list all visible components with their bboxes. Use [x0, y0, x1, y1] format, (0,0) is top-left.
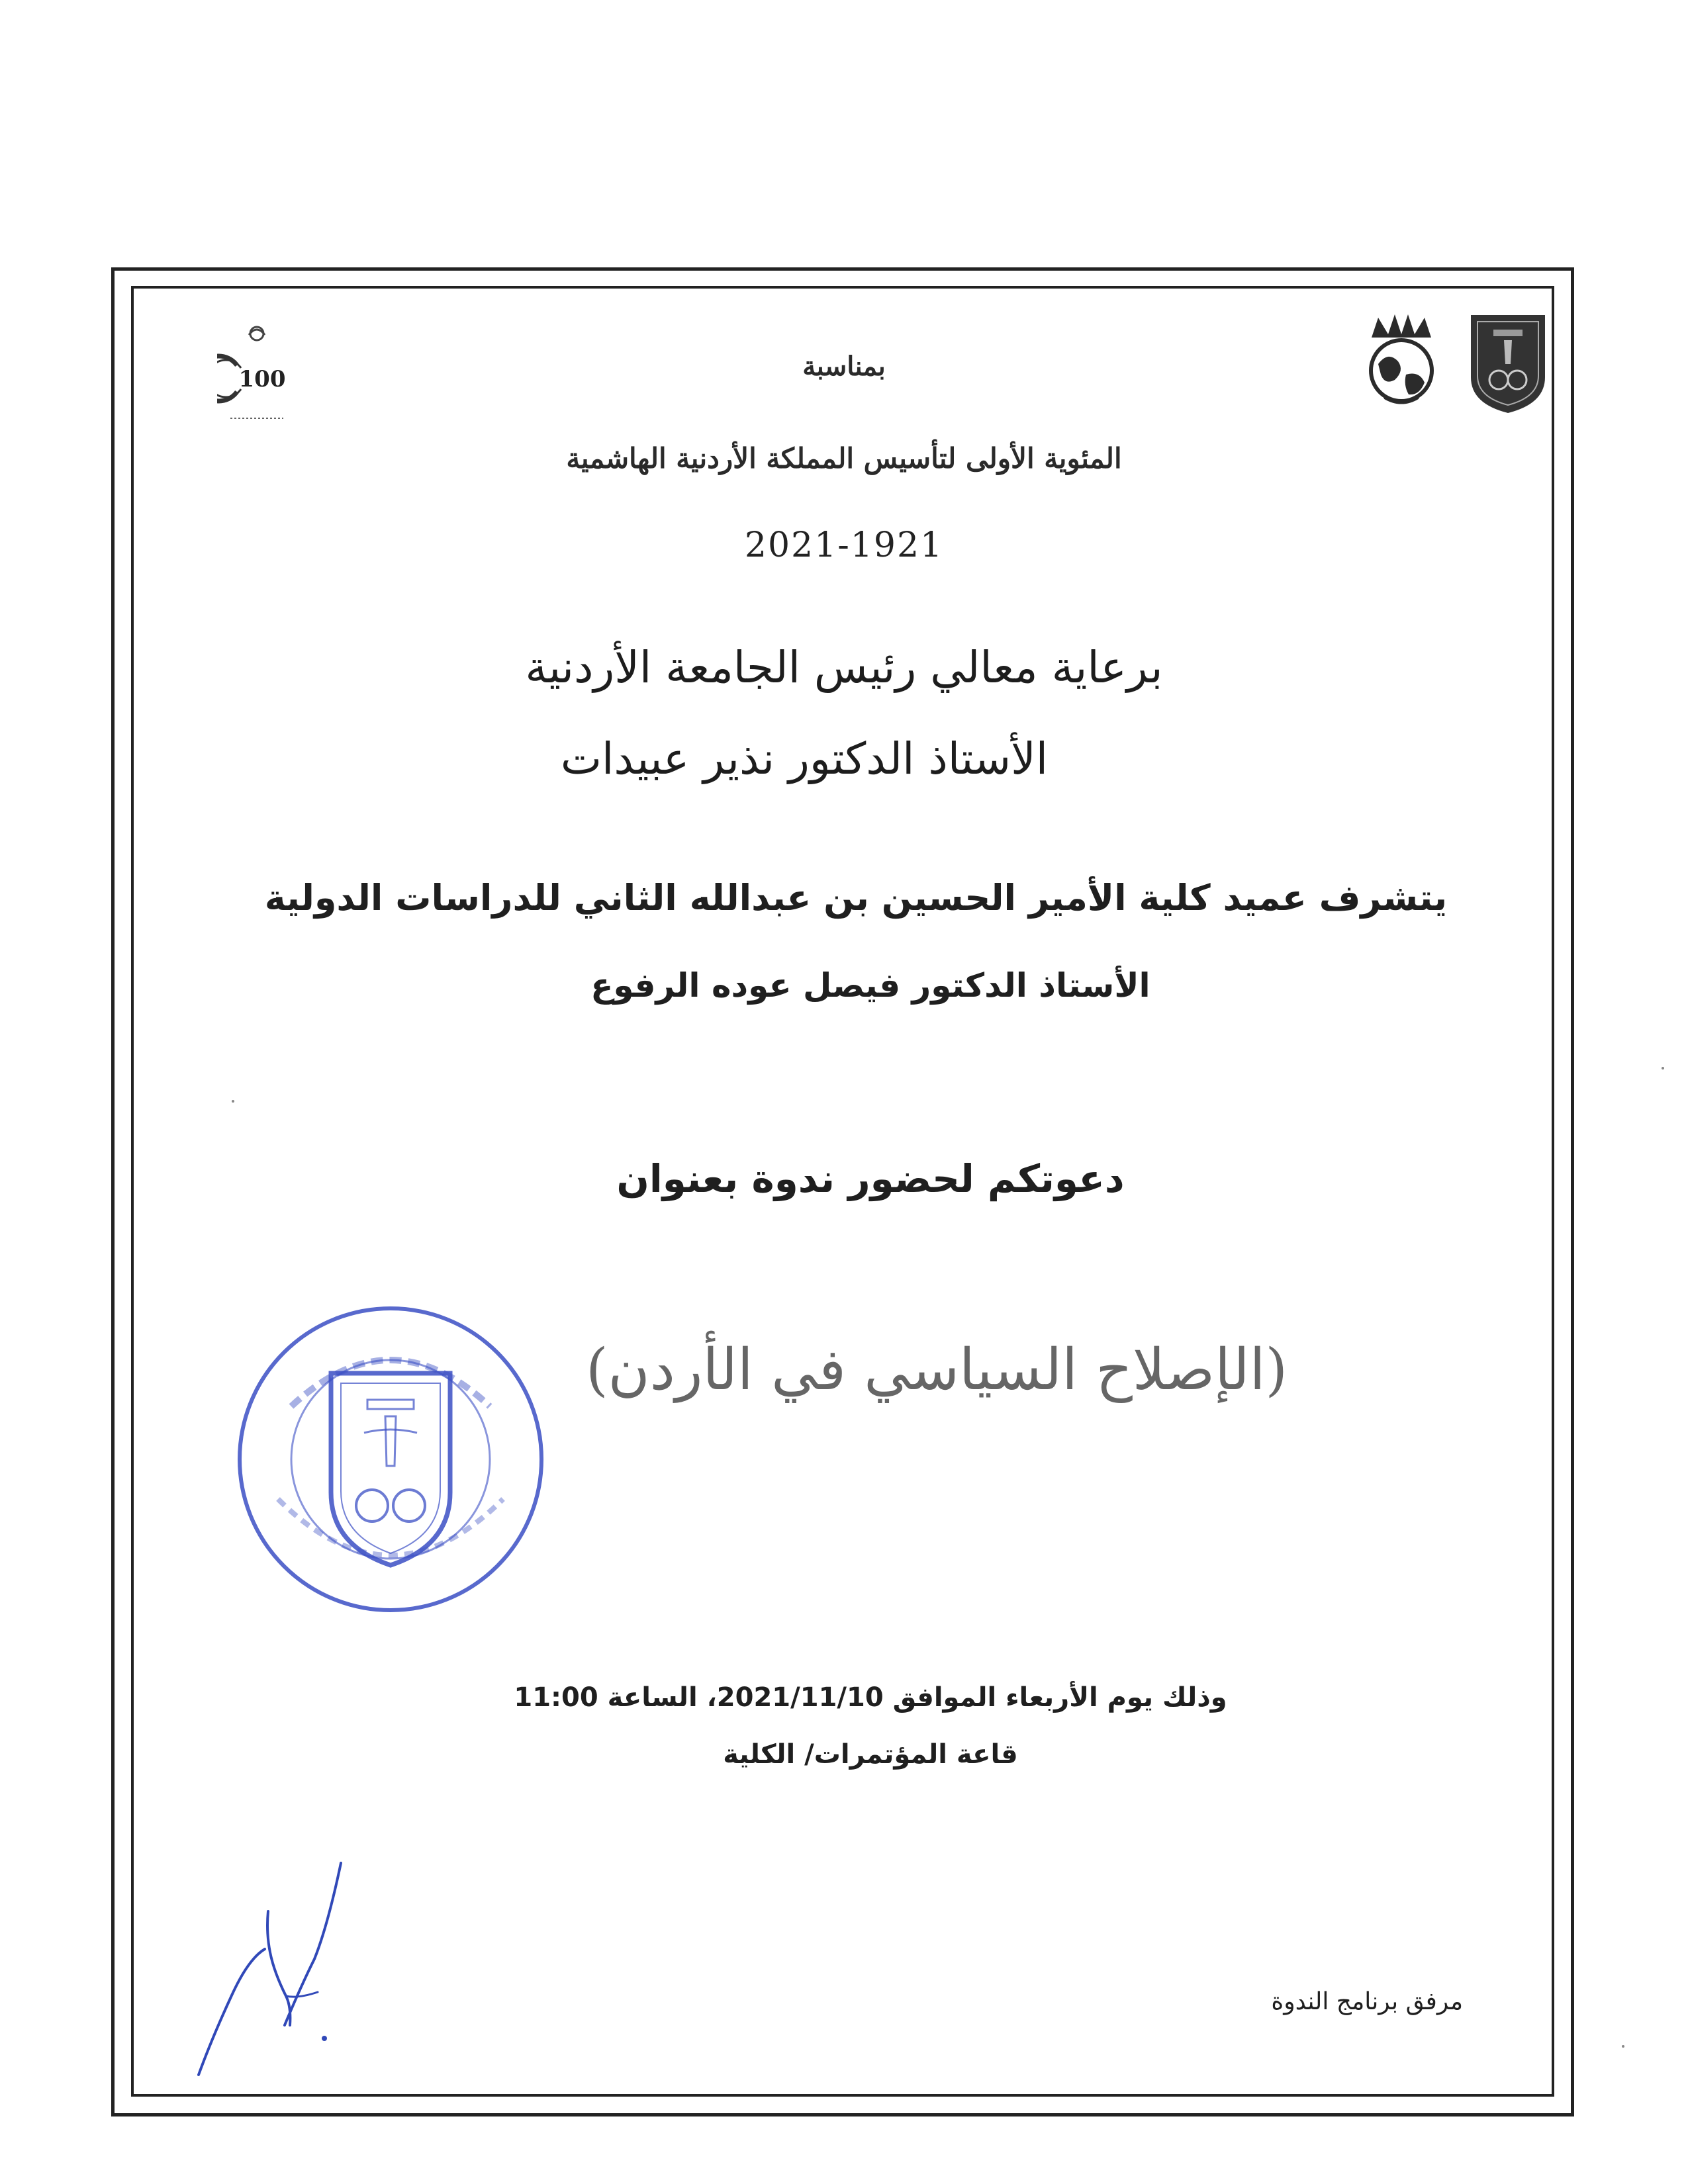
centennial-years: 2021-1921 [744, 525, 944, 565]
official-seal-stamp-icon [232, 1300, 549, 1618]
seminar-title: (الإصلاح السياسي في الأردن) [585, 1337, 1288, 1403]
invitation-line: دعوتكم لحضور ندوة بعنوان [616, 1156, 1125, 1201]
event-venue: قاعة المؤتمرات/ الكلية [723, 1739, 1018, 1770]
handwritten-signature-icon [192, 1827, 364, 2085]
svg-text:100: 100 [238, 366, 286, 392]
event-date-time: وذلك يوم الأربعاء الموافق 2021/11/10، الساعة 11:00 [514, 1682, 1227, 1713]
scan-speck [232, 1100, 234, 1103]
occasion-label: بمناسبة [802, 351, 886, 382]
centennial-heading: المئوية الأولى لتأسيس المملكة الأردنية الهاشمية [566, 442, 1122, 475]
scan-speck [1662, 1067, 1664, 1069]
dean-name: الأستاذ الدكتور فيصل عوده الرفوع [590, 966, 1150, 1005]
attachment-note: مرفق برنامج الندوة [1271, 1988, 1463, 2015]
scan-speck [1622, 2045, 1624, 2048]
patronage-line: برعاية معالي رئيس الجامعة الأردنية [525, 642, 1163, 693]
host-line: يتشرف عميد كلية الأمير الحسين بن عبدالله الثاني للدراسات الدولية [264, 877, 1448, 919]
president-name: الأستاذ الدكتور نذير عبيدات [560, 733, 1049, 784]
